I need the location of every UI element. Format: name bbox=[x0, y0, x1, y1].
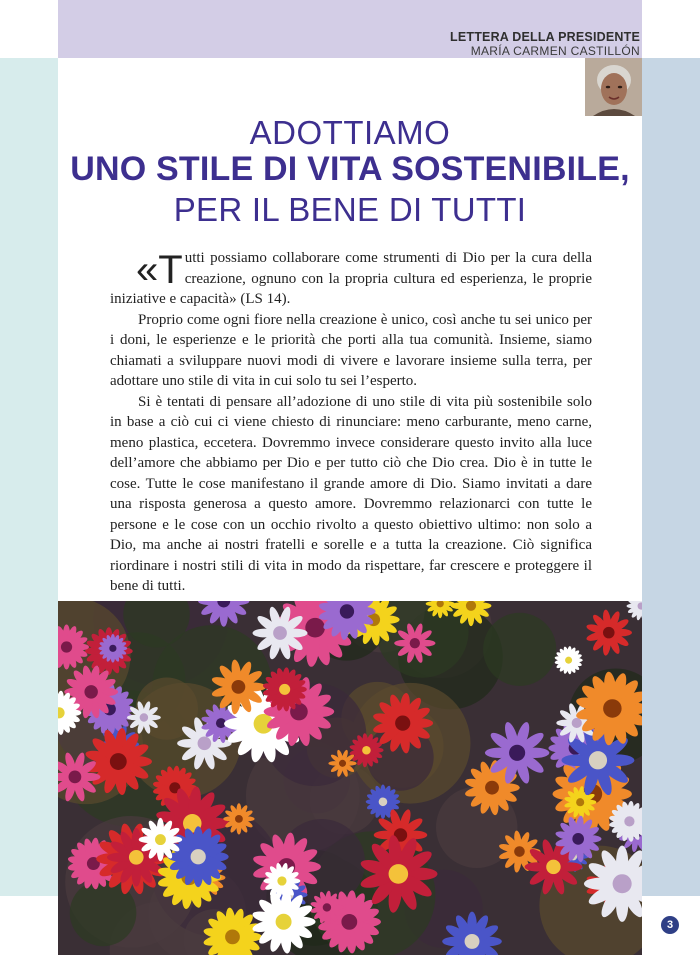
headline-line-3: PER IL BENE DI TUTTI bbox=[173, 191, 527, 228]
section-title: LETTERA DELLA PRESIDENTE bbox=[450, 30, 640, 44]
article-body bbox=[110, 248, 592, 597]
page-number-badge: 3 bbox=[661, 916, 679, 934]
drop-cap: «T bbox=[136, 248, 183, 292]
headline-line-1: ADOTTIAMO bbox=[249, 114, 451, 151]
flowers-photo bbox=[58, 601, 642, 955]
author-portrait bbox=[585, 58, 642, 116]
paragraph-2: Proprio come ogni fiore nella creazione è unico, così anche tu sei unico per i doni, le esperienze e le priorità che porti alla tua comunità. Insieme, siamo chiamati a sviluppare nuovi modi di vivere e lavorare insieme sulla terra, per adottare uno stile di vita in cui solo tu sei l’esperto. bbox=[110, 311, 592, 389]
paragraph-1 bbox=[110, 248, 592, 310]
headline-line-2: UNO STILE DI VITA SOSTENIBILE, bbox=[70, 150, 630, 188]
paragraph-3: Si è tentati di pensare all’adozione di uno stile di vita più sostenibile solo in base a ciò cui ci viene chiesto di rinunciare: meno carburante, meno carne, meno plastica, eccetera. Dovremmo invece considerare questo invito alla luce dell’amore che abbiamo per Dio e per tutto ciò che Dio crea. Dio è in tutte le cose. Tutte le cose manifestano il grande amore di Dio. Siamo invitati a dare una risposta generosa a questo amore. Dovremmo relazionarci con tutte le persone e le cose con un occhio rivolto a questo obiettivo ultimo: non solo a Dio, ma anche ai nostri fratelli e sorelle e a tutta la creazione. Ciò significa riordinare i nostri stili di vita in modo da rispettare, far crescere e proteggere il bene di tutti. bbox=[110, 393, 592, 594]
left-color-band bbox=[0, 58, 58, 896]
author-name: MARÍA CARMEN CASTILLÓN bbox=[470, 44, 640, 58]
right-color-band bbox=[642, 58, 700, 896]
paragraph-1-text: utti possiamo collaborare come strumenti di Dio per la cura della creazione, ognuno con la propria cultura ed esperienza, le proprie iniziative e capacità» (LS 14). bbox=[110, 250, 592, 307]
